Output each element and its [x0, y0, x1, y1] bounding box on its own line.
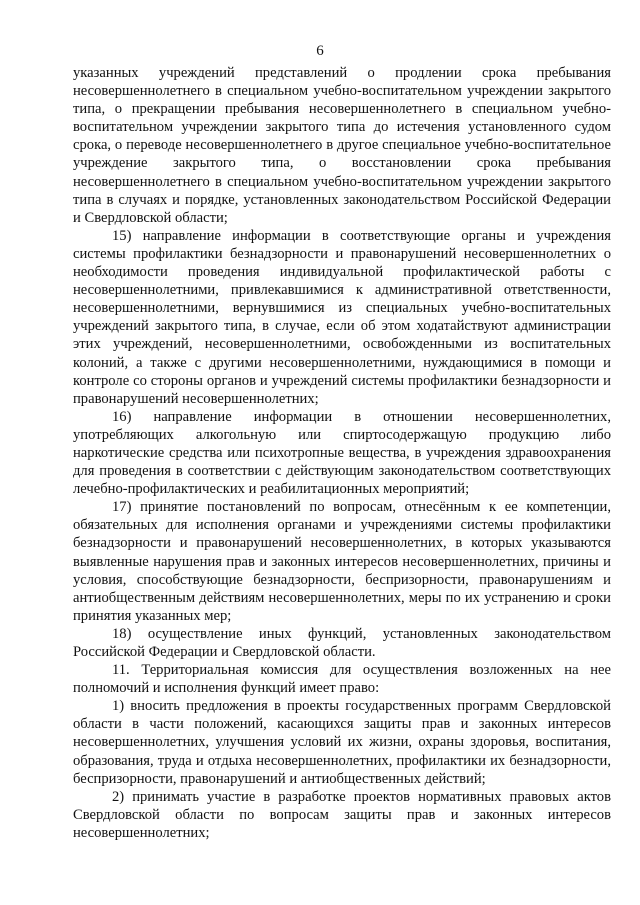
paragraph-section-11: 11. Территориальная комиссия для осуществления возложенных на нее полномочий и исполнения функций имеет право:	[73, 662, 611, 697]
page-number: 6	[316, 43, 324, 59]
paragraph-right-1: 1) вносить предложения в проекты государственных программ Свердловской области в части положений, касающихся защиты прав и законных интересов несовершеннолетних, улучшения условий их жизни, охраны здоровья, воспитания, образования, труда и отдыха несовершеннолетних, профилактики их безнадзорности, беспризорности, правонарушений и антиобщественных действий;	[73, 698, 611, 787]
paragraph-item-17: 17) принятие постановлений по вопросам, отнесённым к ее компетенции, обязательных для исполнения органами и учреждениями системы профилактики безнадзорности и правонарушений несовершеннолетних, в которых указываются выявленные нарушения прав и законных интересов несовершеннолетних, причины и условия, способствующие безнадзорности, беспризорности, правонарушениям и антиобщественным действиям несовершеннолетних, меры по их устранению и сроки принятия указанных мер;	[73, 499, 611, 624]
paragraph-right-2: 2) принимать участие в разработке проектов нормативных правовых актов Свердловской области по вопросам защиты прав и законных интересов несовершеннолетних;	[73, 788, 611, 841]
paragraph-item-15: 15) направление информации в соответствующие органы и учреждения системы профилактики безнадзорности и правонарушений несовершеннолетних о необходимости проведения индивидуальной профилактической работы с несовершеннолетними, привлекавшимися к административной ответственности, несовершеннолетними, вернувшимися из специальных учебно-воспитательных учреждений закрытого типа, в случае, если об этом ходатайствуют администрации этих учреждений, несовершеннолетними, освобожденными из воспитательных колоний, а также с другими несовершеннолетними, нуждающимися в помощи и контроле со стороны органов и учреждений системы профилактики безнадзорности и правонарушений несовершеннолетних;	[73, 227, 611, 407]
paragraph-item-16: 16) направление информации в отношении несовершеннолетних, употребляющих алкогольную или спиртосодержащую продукцию либо наркотические средства или психотропные вещества, в учреждения здравоохранения для проведения в соответствии с действующим законодательством соответствующих лечебно-профилактических и реабилитационных мероприятий;	[73, 408, 611, 498]
paragraph-continuation: указанных учреждений представлений о продлении срока пребывания несовершеннолетнего в специальном учебно-воспитательном учреждении закрытого типа, о прекращении пребывания несовершеннолетнего в специальном учебно-воспитательном учреждении закрытого типа до истечения установленного судом срока, о переводе несовершеннолетнего в другое специальное учебно-воспитательное учреждение закрытого типа, о восстановлении срока пребывания несовершеннолетнего в специальном учебно-воспитательном учреждении закрытого типа в случаях и порядке, установленных законодательством Российской Федерации и Свердловской области;	[73, 65, 611, 226]
paragraph-item-18: 18) осуществление иных функций, установленных законодательством Российской Федерации и Свердловской области.	[73, 625, 611, 660]
document-body	[73, 64, 611, 842]
